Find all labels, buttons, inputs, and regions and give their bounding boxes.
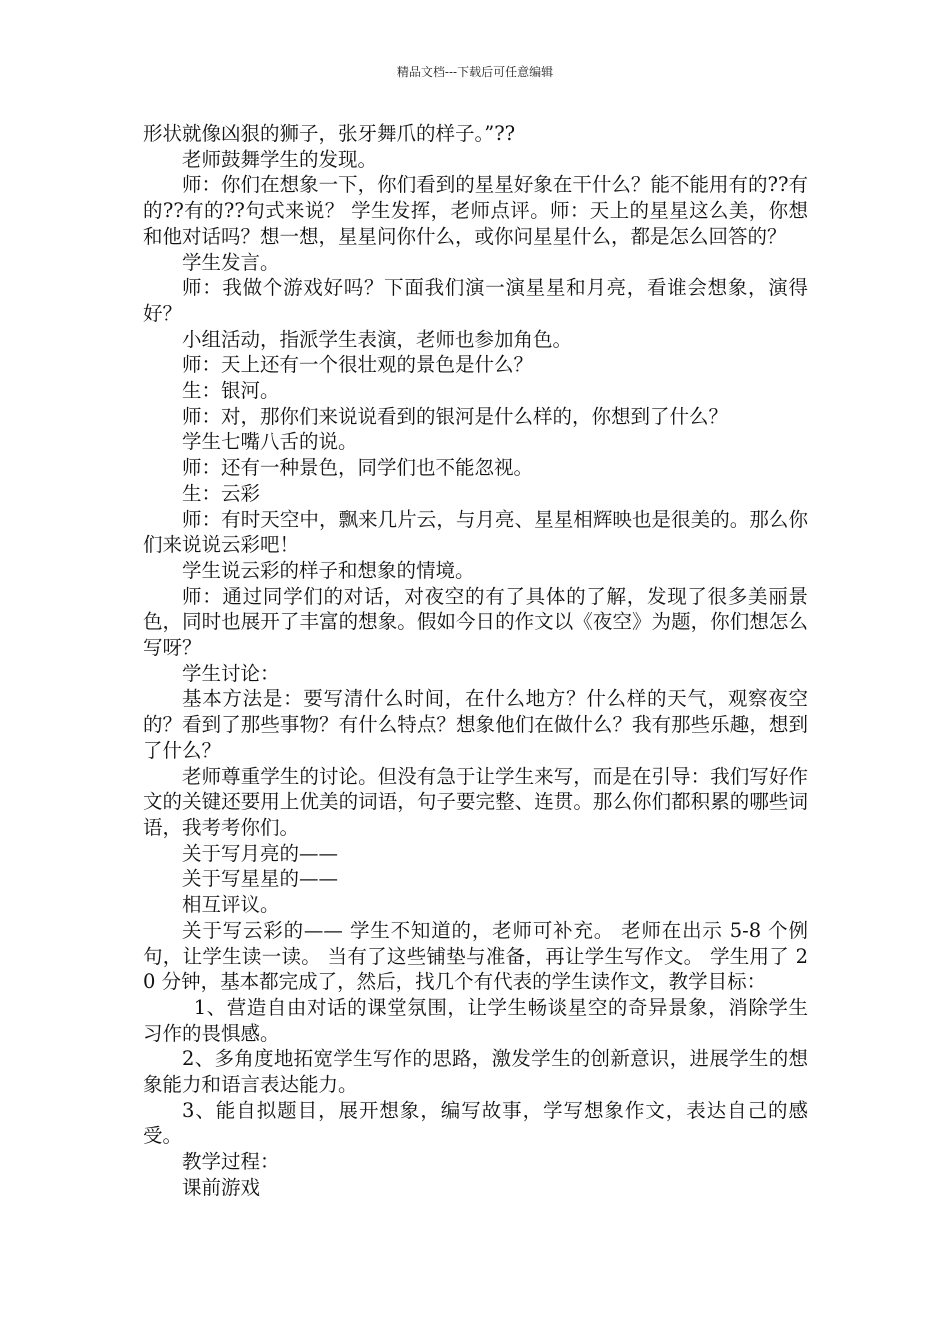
paragraph: 3、能自拟题目，展开想象，编写故事，学写想象作文，表达自己的感受。 — [143, 1098, 808, 1148]
paragraph: 师：还有一种景色，同学们也不能忽视。 — [182, 456, 534, 480]
paragraph: 生：云彩 — [182, 481, 261, 505]
paragraph: 学生讨论： — [182, 661, 280, 685]
paragraph: 学生说云彩的样子和想象的情境。 — [182, 558, 475, 582]
paragraph: 老师尊重学生的讨论。但没有急于让学生来写，而是在引导：我们写好作文的关键还要用上优美的词语，句子要完整、连贯。那么你们都积累的哪些词语，我考考你们。 — [143, 764, 808, 839]
paragraph: 基本方法是：要写清什么时间，在什么地方？什么样的天气，观察夜空的？看到了那些事物？有什么特点？想象他们在做什么？我有那些乐趣，想到了什么？ — [143, 687, 808, 762]
paragraph: 关于写月亮的—— — [182, 841, 339, 865]
page-header: 精品文档---下载后可任意编辑 — [396, 65, 554, 79]
paragraph: 关于写云彩的—— 学生不知道的，老师可补充。 老师在出示 5-8 个例句，让学生读一读。 当有了这些铺垫与准备，再让学生写作文。 学生用了 20 分钟，基本都完成了，然后，找几个有代表的学生读作文，教学目标： — [143, 918, 808, 994]
paragraph: 相互评议。 — [182, 893, 280, 917]
paragraph: 教学过程： — [182, 1150, 280, 1174]
paragraph: 师：你们在想象一下，你们看到的星星好象在干什么？能不能用有的??有的??有的??句式来说？ 学生发挥，老师点评。师：天上的星星这么美，你想和他对话吗？想一想，星星问你什么，或你问星星什么，都是怎么回答的？ — [143, 173, 808, 248]
paragraph: 师：有时天空中，飘来几片云，与月亮、星星相辉映也是很美的。那么你们来说说云彩吧！ — [143, 507, 808, 557]
paragraph: 老师鼓舞学生的发现。 — [182, 147, 378, 171]
paragraph: 形状就像凶狠的狮子，张牙舞爪的样子。”?? — [143, 122, 516, 145]
paragraph: 师：通过同学们的对话，对夜空的有了具体的了解，发现了很多美丽景色，同时也展开了丰富的想象。假如今日的作文以《夜空》为题，你们想怎么写呀？ — [143, 584, 808, 660]
paragraph: 小组活动，指派学生表演，老师也参加角色。 — [182, 327, 573, 351]
paragraph: 师：我做个游戏好吗？下面我们演一演星星和月亮，看谁会想象，演得好？ — [143, 276, 808, 325]
paragraph: 课前游戏 — [182, 1175, 261, 1199]
document-body — [143, 121, 808, 1201]
paragraph: 学生发言。 — [182, 250, 280, 274]
paragraph: 2、多角度地拓宽学生写作的思路，激发学生的创新意识，进展学生的想象能力和语言表达能力。 — [143, 1047, 808, 1097]
paragraph: 生：银河。 — [182, 379, 280, 403]
paragraph: 师：对，那你们来说说看到的银河是什么样的，你想到了什么？ — [182, 404, 729, 428]
paragraph: 师：天上还有一个很壮观的景色是什么？ — [182, 353, 534, 377]
paragraph: 关于写星星的—— — [182, 867, 339, 891]
paragraph: 学生七嘴八舌的说。 — [182, 430, 358, 454]
paragraph: 1、营造自由对话的课堂氛围，让学生畅谈星空的奇异景象，消除学生习作的畏惧感。 — [143, 995, 808, 1045]
